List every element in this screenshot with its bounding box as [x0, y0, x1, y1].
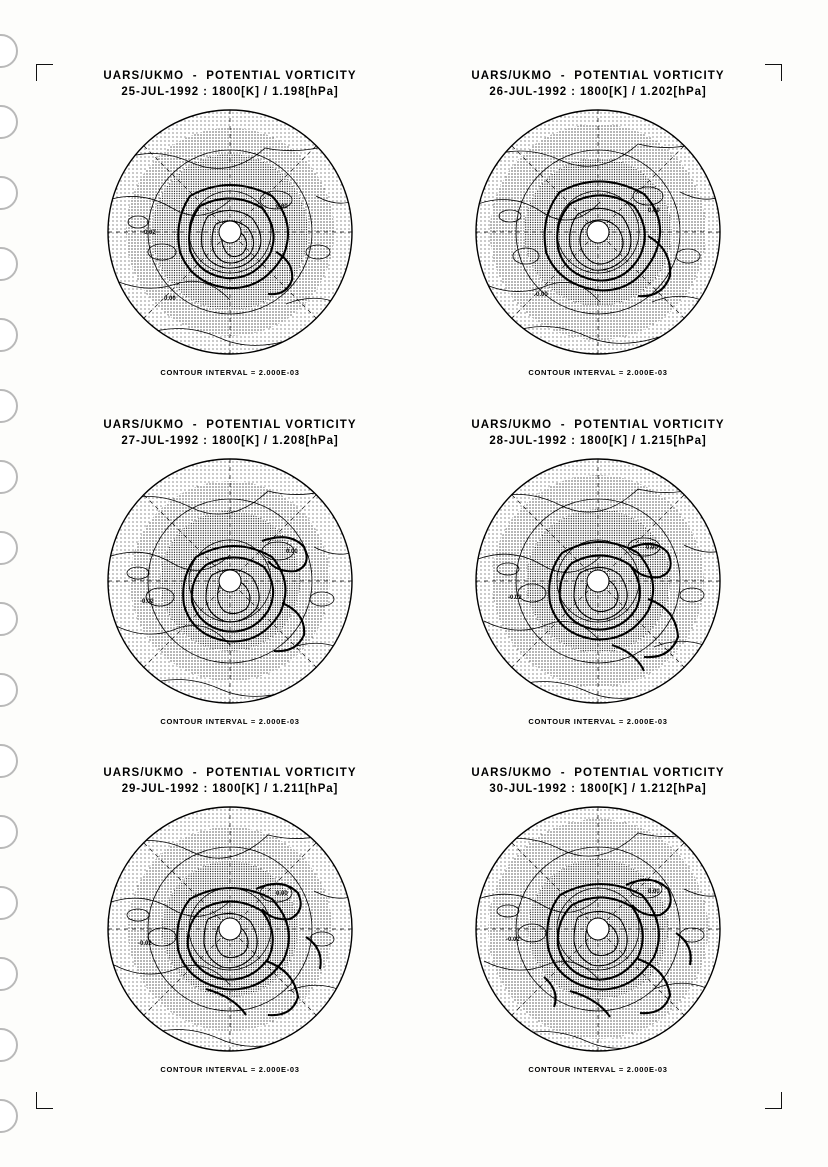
svg-text:0.00: 0.00	[648, 208, 660, 214]
svg-text:0.00: 0.00	[648, 889, 660, 896]
svg-text:0.00: 0.00	[286, 548, 298, 555]
panel-2	[414, 58, 782, 407]
svg-text:-0.02: -0.02	[142, 230, 156, 236]
panel-2-title: UARS/UKMO - POTENTIAL VORTICITY	[471, 70, 725, 82]
panel-1-title: UARS/UKMO - POTENTIAL VORTICITY	[103, 70, 357, 82]
panel-6	[414, 755, 782, 1104]
panel-1-subtitle: 25-JUL-1992 : 1800[K] / 1.198[hPa]	[121, 86, 339, 98]
panel-2-contour-note: CONTOUR INTERVAL = 2.000E-03	[528, 368, 668, 377]
panel-4-contour-note: CONTOUR INTERVAL = 2.000E-03	[528, 716, 668, 726]
svg-text:0.00: 0.00	[164, 296, 176, 302]
panel-5-title: UARS/UKMO - POTENTIAL VORTICITY	[103, 767, 357, 780]
panel-5-contour-note: CONTOUR INTERVAL = 2.000E-03	[160, 1065, 300, 1075]
panel-4-map	[448, 453, 748, 715]
panel-3-map	[80, 453, 380, 715]
figure-panel-grid	[46, 58, 782, 1104]
svg-text:-0.02: -0.02	[138, 941, 152, 948]
panel-4-subtitle: 28-JUL-1992 : 1800[K] / 1.215[hPa]	[489, 434, 707, 447]
svg-text:-0.02: -0.02	[508, 594, 522, 601]
panel-1-contour-note: CONTOUR INTERVAL = 2.000E-03	[160, 368, 300, 377]
svg-text:0.00: 0.00	[276, 204, 288, 210]
svg-text:0.00: 0.00	[646, 544, 658, 551]
panel-5-map	[80, 801, 380, 1063]
panel-2-subtitle: 26-JUL-1992 : 1800[K] / 1.202[hPa]	[489, 86, 707, 98]
panel-1	[46, 58, 414, 407]
panel-4-title: UARS/UKMO - POTENTIAL VORTICITY	[471, 418, 725, 431]
panel-6-title: UARS/UKMO - POTENTIAL VORTICITY	[471, 767, 725, 780]
binder-hole-strip	[0, 0, 30, 1167]
panel-3-subtitle: 27-JUL-1992 : 1800[K] / 1.208[hPa]	[121, 434, 339, 447]
panel-4	[414, 407, 782, 756]
svg-text:0.00: 0.00	[276, 891, 288, 898]
svg-text:-0.02: -0.02	[506, 937, 520, 944]
panel-3-title: UARS/UKMO - POTENTIAL VORTICITY	[103, 418, 357, 431]
panel-6-map	[448, 801, 748, 1063]
svg-text:-0.02: -0.02	[140, 598, 154, 605]
svg-text:0.00: 0.00	[536, 292, 548, 298]
panel-6-subtitle: 30-JUL-1992 : 1800[K] / 1.212[hPa]	[489, 783, 707, 796]
panel-2-map	[448, 104, 748, 366]
panel-5-subtitle: 29-JUL-1992 : 1800[K] / 1.211[hPa]	[121, 783, 339, 796]
panel-5	[46, 755, 414, 1104]
panel-1-map	[80, 104, 380, 366]
panel-3-contour-note: CONTOUR INTERVAL = 2.000E-03	[160, 716, 300, 726]
panel-6-contour-note: CONTOUR INTERVAL = 2.000E-03	[528, 1065, 668, 1075]
panel-3	[46, 407, 414, 756]
